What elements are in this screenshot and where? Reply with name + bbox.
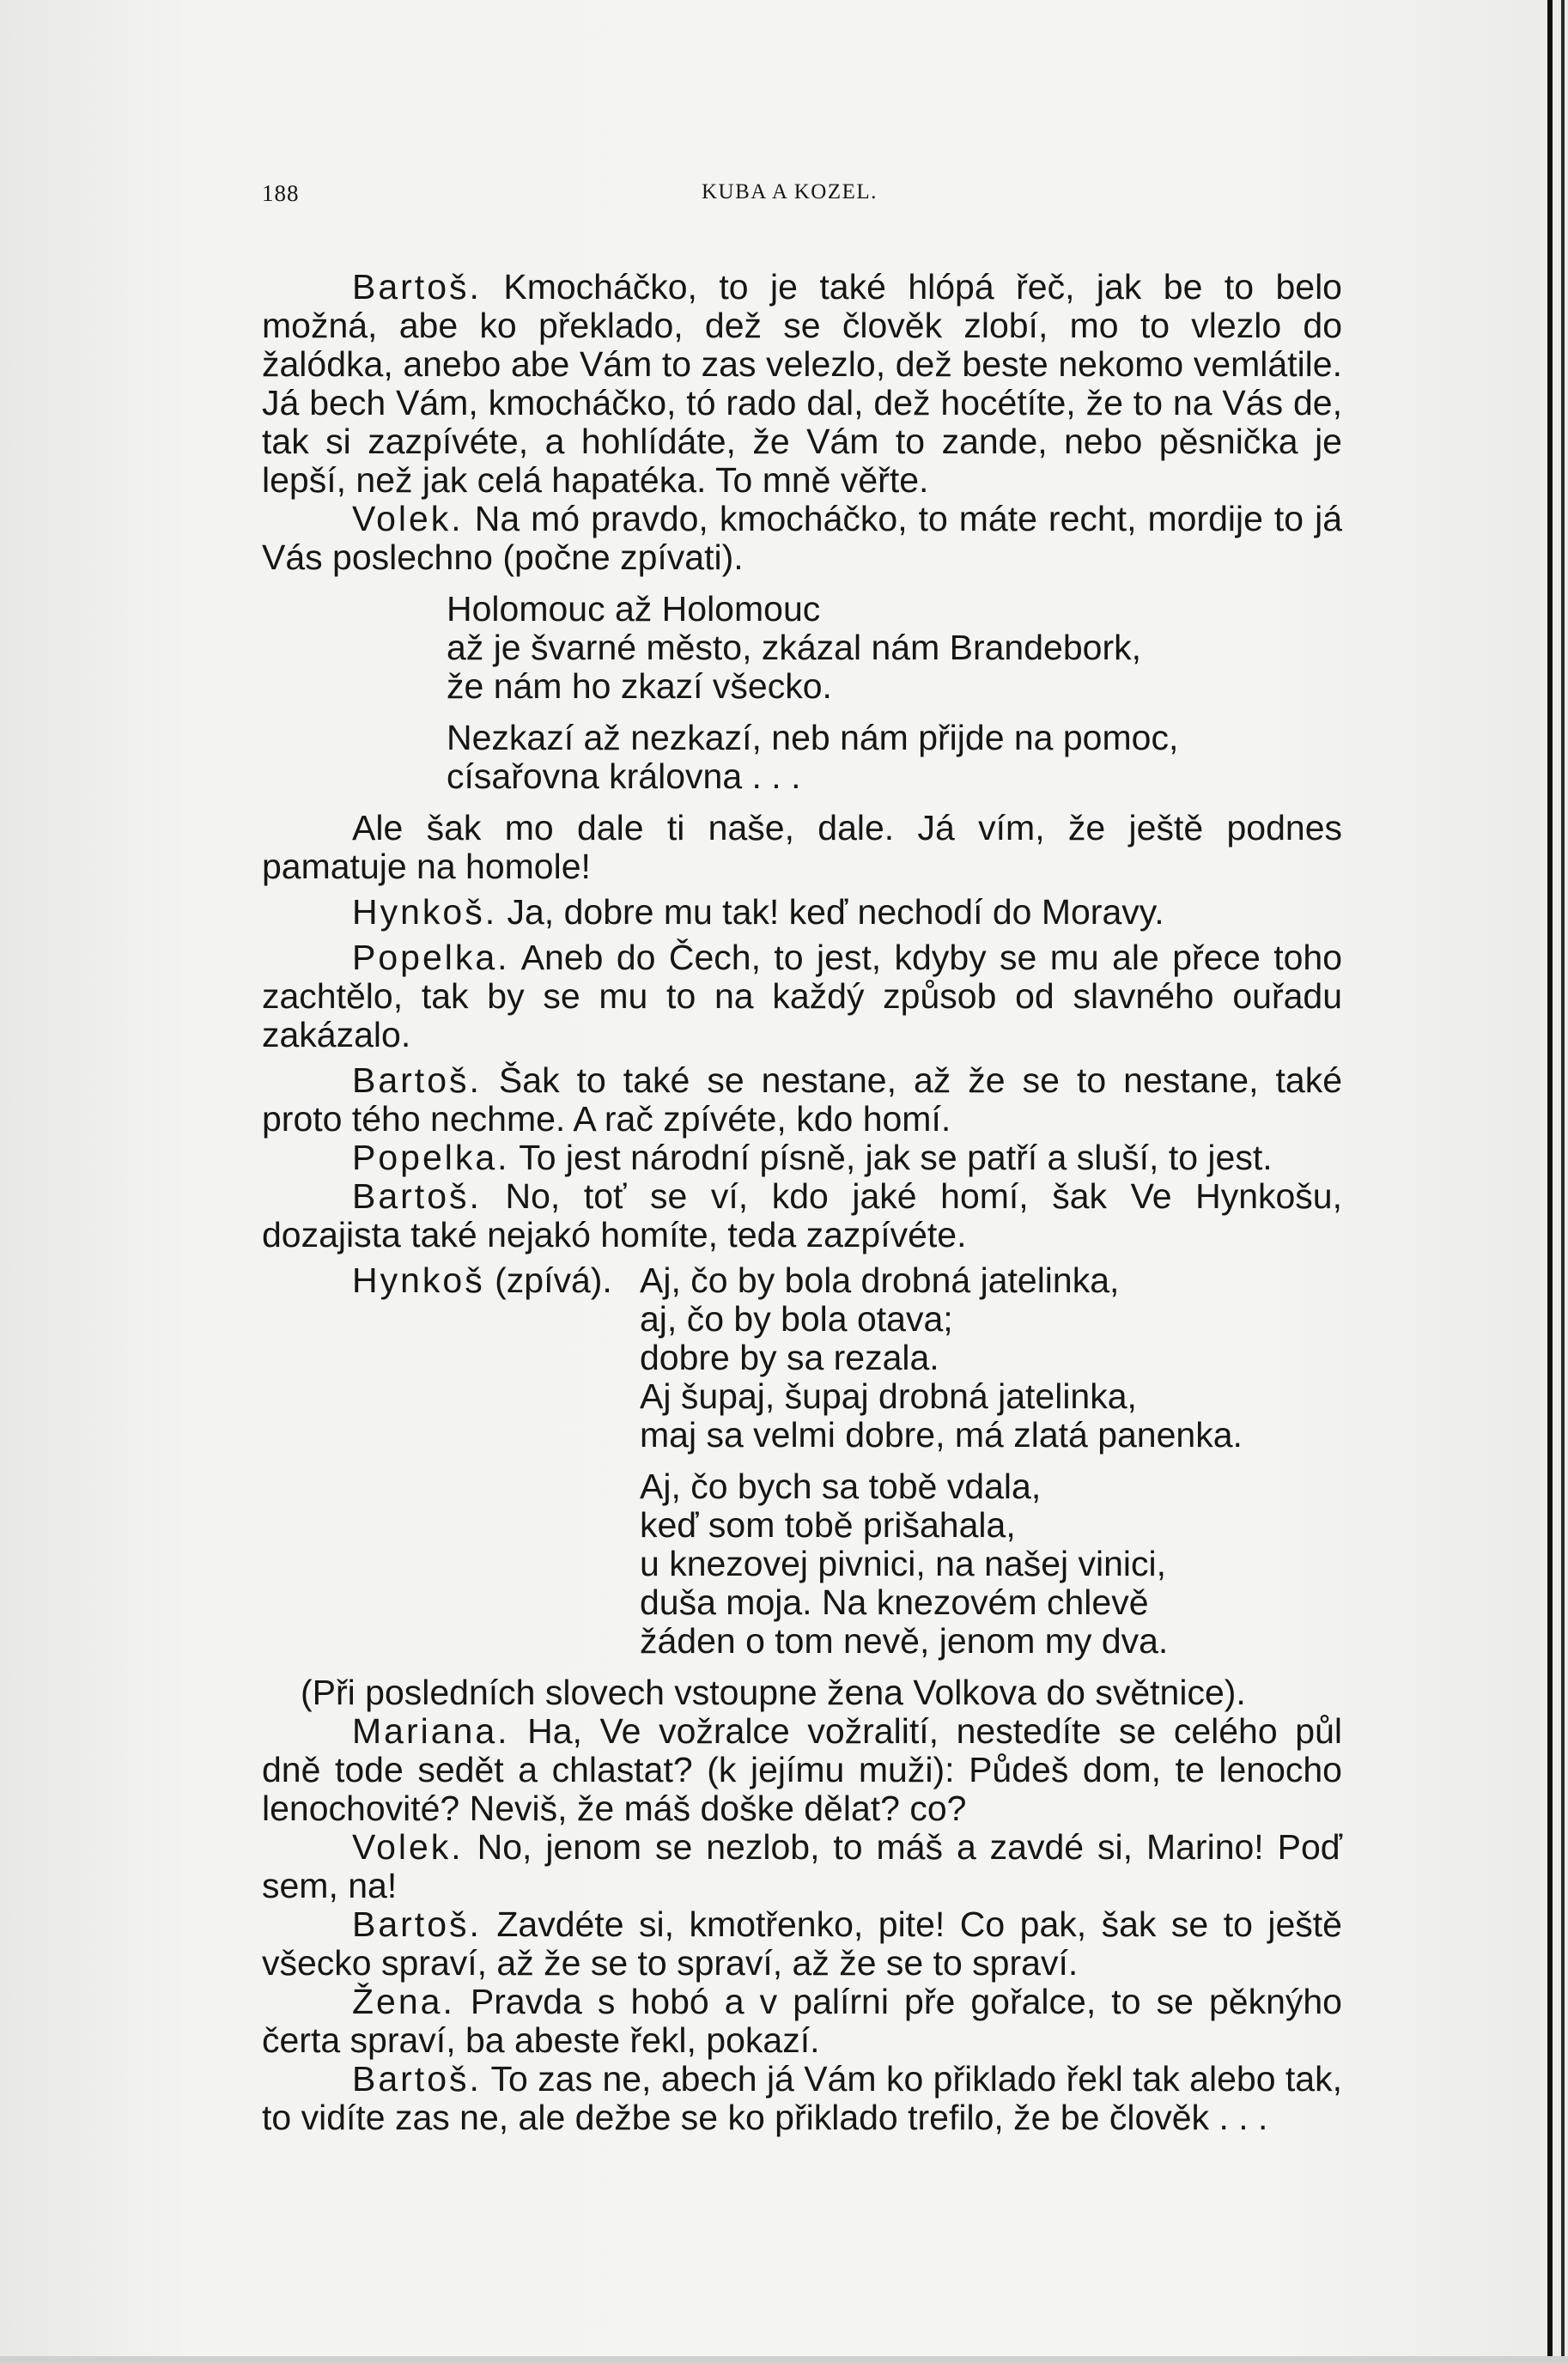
song-block xyxy=(262,1261,1342,1661)
song-line: Aj šupaj, šupaj drobná jatelinka, xyxy=(640,1376,1137,1416)
paragraph-text: Ha, Ve vožralce vožralití, nestedíte se celého půl dně tode sedět a chlastat? (k jejímu muži): Půdeš dom, te lenocho lenochovité? Neviš, že máš doške dělat? co? xyxy=(262,1711,1342,1828)
paragraph-text: Kmocháčko, to je také hlópá řeč, jak be to belo možná, abe ko překlado, dež se člověk zlobí, mo to vlezlo do žalódka, anebo abe Vám to zas velezlo, dež beste nekomo vemlátile. Já bech Vám, kmocháčko, tó rado dal, dež hocétíte, že to na Vás de, tak si zazpívéte, a hohlídáte, že Vám to zande, nebo pěsnička je lepší, než jak celá hapatéka. To mně věřte. xyxy=(262,267,1342,500)
paragraph xyxy=(262,1905,1342,1983)
spacer xyxy=(262,706,1342,719)
song-line: dobre by sa rezala. xyxy=(640,1338,939,1377)
speaker-name: Popelka. xyxy=(352,1138,510,1177)
speaker-name: Žena. xyxy=(352,1982,455,2021)
song-line: maj sa velmi dobre, má zlatá panenka. xyxy=(640,1415,1243,1455)
paragraph xyxy=(262,268,1342,500)
speaker-name: Volek. xyxy=(352,499,464,538)
song-line: aj, čo by bola otava; xyxy=(640,1299,953,1339)
speaker-name: Bartoš. xyxy=(352,1060,482,1100)
paragraph xyxy=(262,1983,1342,2060)
song-line: u knezovej pivnici, na našej vinici, xyxy=(640,1544,1167,1583)
spacer xyxy=(262,577,1342,590)
spacer xyxy=(262,1455,1342,1467)
page-edge-shadow xyxy=(1547,0,1553,2363)
speaker-name: Bartoš. xyxy=(352,2059,482,2099)
paragraph-text: Na mó pravdo, kmocháčko, to máte recht, mordije to já Vás poslechno (počne zpívati). xyxy=(262,499,1342,577)
verse-line: Holomouc až Holomouc xyxy=(447,589,821,629)
paragraph xyxy=(262,809,1342,886)
verse-line: až je švarné město, zkázal nám Brandebork, xyxy=(447,628,1141,667)
paragraph-text: No, toť se ví, kdo jaké homí, šak Ve Hynkošu, dozajista také nejakó homíte, teda zazpívéte. xyxy=(262,1176,1342,1254)
paragraph-text: Ale šak mo dale ti naše, dale. Já vím, že ještě podnes pamatuje na homole! xyxy=(262,808,1342,886)
paragraph-text: No, jenom se nezlob, to máš a zavdé si, Marino! Poď sem, na! xyxy=(262,1827,1342,1905)
paragraph-text: Aneb do Čech, to jest, kdyby se mu ale přece toho zachtělo, tak by se mu to na každý způsob od slavného ouřadu zakázalo. xyxy=(262,938,1342,1054)
song-line: žáden o tom nevě, jenom my dva. xyxy=(640,1621,1169,1661)
speaker-name: Hynkoš xyxy=(352,1260,485,1300)
paragraph xyxy=(262,1712,1342,1828)
paragraph-text: Pravda s hobó a v palírni pře gořalce, to se pěknýho čerta spraví, ba abeste řekl, pokazí. xyxy=(262,1982,1342,2060)
song-line: Aj, čo by bola drobná jatelinka, xyxy=(640,1260,1120,1300)
song-line: keď som tobě prišahala, xyxy=(640,1505,1016,1545)
page-number: 188 xyxy=(262,180,300,206)
paragraph-text: Zavdéte si, kmotřenko, pite! Co pak, šak se to ještě všecko spraví, až že se to spraví, až že se to spraví. xyxy=(262,1904,1342,1983)
page-body xyxy=(262,268,1342,2137)
paragraph xyxy=(262,1139,1342,1177)
paragraph xyxy=(262,500,1342,577)
song-line: Aj, čo bych sa tobě vdala, xyxy=(640,1467,1042,1506)
verse-stanza xyxy=(447,590,1342,706)
song-line: duša moja. Na knezovém chlevě xyxy=(640,1582,1149,1622)
paragraph xyxy=(262,1177,1342,1254)
speaker-name: Volek. xyxy=(352,1827,464,1867)
verse-stanza xyxy=(447,719,1342,796)
speaker-name: Hynkoš. xyxy=(352,892,498,932)
speaker-name: Bartoš. xyxy=(352,1176,482,1216)
paragraph xyxy=(262,939,1342,1054)
stage-direction: (Při posledních slovech vstoupne žena Volkova do světnice). xyxy=(301,1673,1246,1712)
verse-line: že nám ho zkazí všecko. xyxy=(447,666,832,706)
paragraph-text: Šak to také se nestane, až že se to nestane, také proto tého nechme. A rač zpívéte, kdo homí. xyxy=(262,1060,1342,1139)
speaker-name: Mariana. xyxy=(352,1711,510,1751)
paragraph-text: To jest národní písně, jak se patří a sluší, to jest. xyxy=(509,1138,1273,1177)
song-speaker xyxy=(352,1261,612,1300)
speaker-name: Bartoš. xyxy=(352,267,482,307)
song-stanza xyxy=(640,1467,1342,1661)
spacer xyxy=(262,796,1342,809)
verse-line: císařovna královna . . . xyxy=(447,756,801,796)
page-bottom-edge xyxy=(0,2356,1568,2363)
paragraph xyxy=(262,2060,1342,2137)
paragraph-text: To zas ne, abech já Vám ko přiklado řekl tak alebo tak, to vidíte zas ne, ale dežbe se ko přiklado trefilo, že be člověk . . . xyxy=(262,2059,1342,2137)
paragraph xyxy=(262,893,1342,932)
page-edge-dark xyxy=(1561,0,1565,2363)
stage-aside: (zpívá). xyxy=(484,1260,612,1300)
paragraph xyxy=(262,1828,1342,1905)
speaker-name: Popelka. xyxy=(352,938,510,977)
speaker-name: Bartoš. xyxy=(352,1904,482,1944)
song-stanza xyxy=(640,1261,1342,1455)
running-title: KUBA A KOZEL. xyxy=(702,180,878,203)
spacer xyxy=(262,1661,1342,1674)
paragraph xyxy=(262,1061,1342,1139)
verse-line: Nezkazí až nezkazí, neb nám přijde na pomoc, xyxy=(447,718,1179,757)
paragraph-text: Ja, dobre mu tak! keď nechodí do Moravy. xyxy=(497,892,1164,932)
